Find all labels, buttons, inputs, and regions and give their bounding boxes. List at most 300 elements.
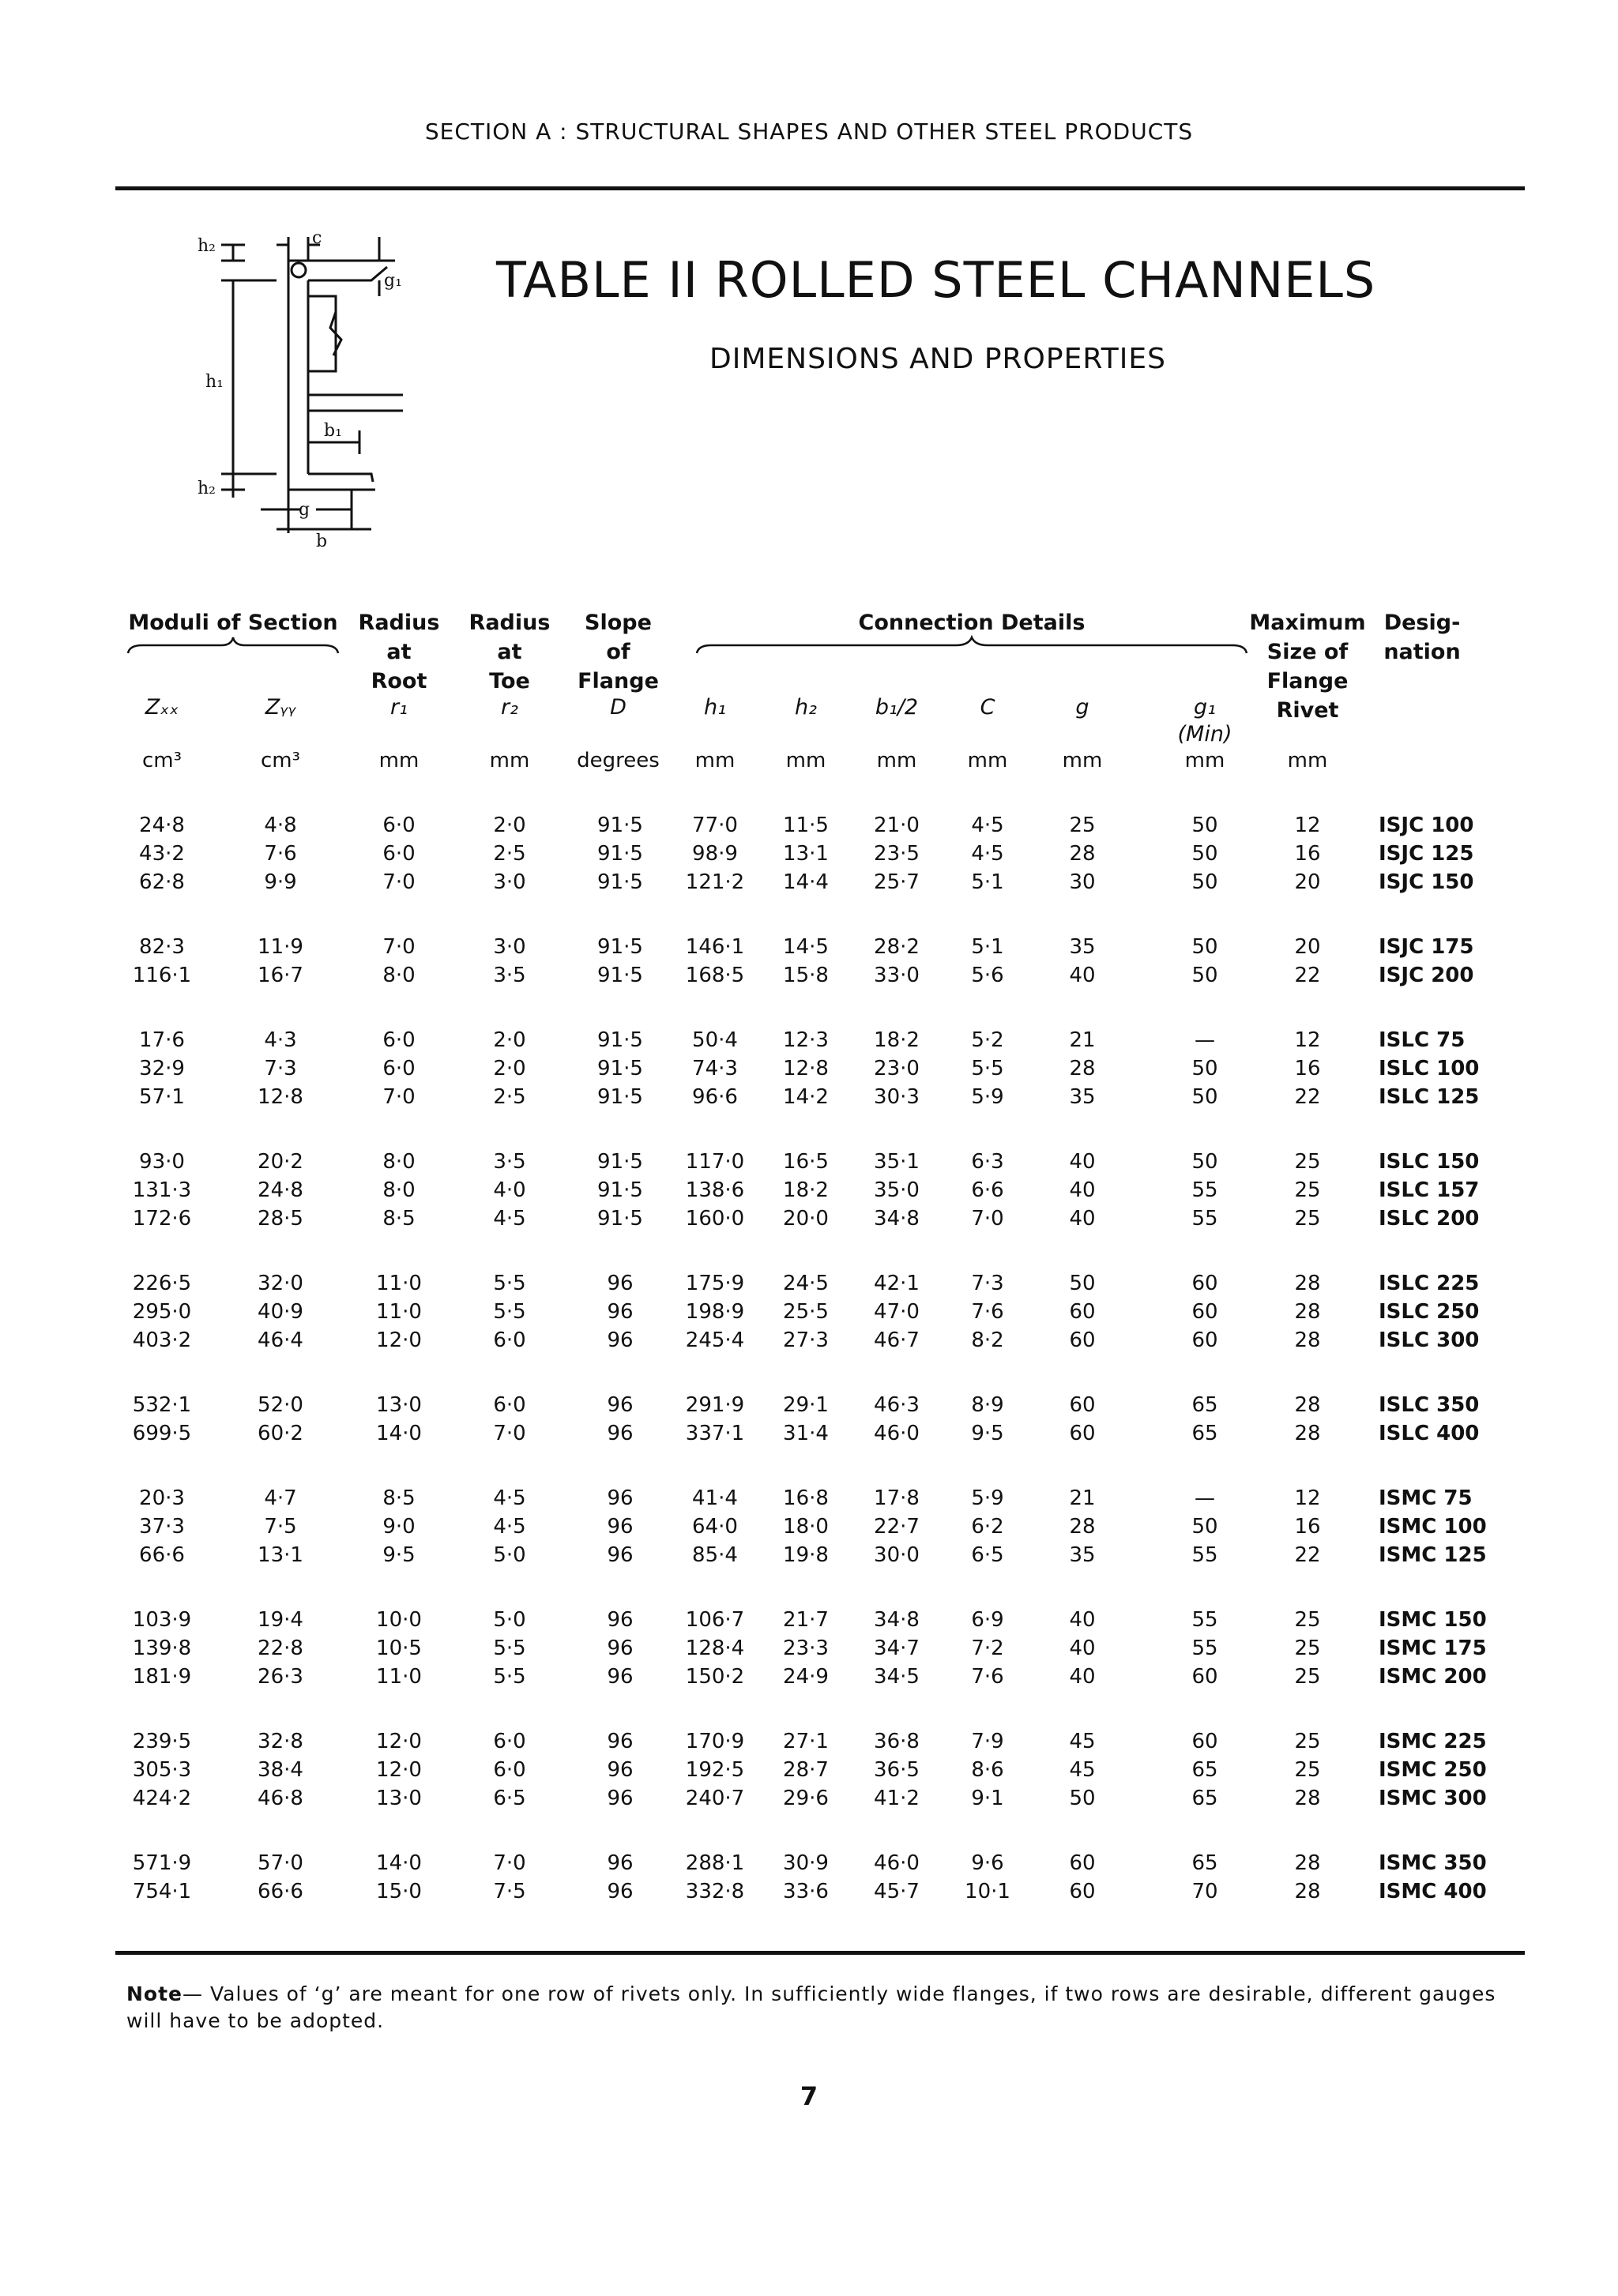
cell-h2: 24·9 — [783, 1665, 829, 1689]
cell-zxx: 116·1 — [132, 964, 192, 987]
cell-r2: 6·5 — [493, 1787, 526, 1810]
cell-c: 9·5 — [971, 1422, 1004, 1445]
cell-g1: 55 — [1191, 1543, 1218, 1567]
cell-h1: 41·4 — [692, 1486, 738, 1510]
cell-r1: 8·0 — [382, 1150, 416, 1174]
cell-r2: 4·0 — [493, 1178, 526, 1202]
cell-rivet: 28 — [1294, 1851, 1321, 1875]
cell-designation: ISMC 175 — [1379, 1637, 1487, 1660]
cell-h1: 288·1 — [685, 1851, 745, 1875]
cell-c: 8·6 — [971, 1758, 1004, 1782]
cell-slope: 96 — [607, 1393, 634, 1417]
cell-c: 7·2 — [971, 1637, 1004, 1660]
cell-zyy: 28·5 — [258, 1207, 303, 1231]
cell-r2: 6·0 — [493, 1393, 526, 1417]
cell-slope: 91·5 — [597, 1028, 643, 1052]
note-lead: Note — [126, 1982, 183, 2005]
cell-h2: 16·5 — [783, 1150, 829, 1174]
cell-r2: 3·5 — [493, 1150, 526, 1174]
cell-g: 21 — [1069, 1028, 1096, 1052]
cell-zxx: 172·6 — [132, 1207, 192, 1231]
cell-g1: 65 — [1191, 1422, 1218, 1445]
cell-g: 28 — [1069, 842, 1096, 866]
cell-r2: 6·0 — [493, 1730, 526, 1753]
cell-r1: 14·0 — [376, 1422, 422, 1445]
cell-slope: 96 — [607, 1543, 634, 1567]
cell-h1: 198·9 — [685, 1300, 745, 1324]
table-row — [0, 1880, 1618, 1908]
cell-b1-half: 45·7 — [874, 1880, 920, 1903]
cell-r2: 7·0 — [493, 1422, 526, 1445]
cell-r1: 8·0 — [382, 1178, 416, 1202]
cell-r1: 13·0 — [376, 1393, 422, 1417]
cell-designation: ISMC 75 — [1379, 1486, 1473, 1510]
header-max-rivet: Maximum Size of Flange Rivet — [1249, 611, 1366, 723]
cell-r1: 9·0 — [382, 1515, 416, 1539]
cell-slope: 96 — [607, 1637, 634, 1660]
cell-r2: 4·5 — [493, 1515, 526, 1539]
note-text: — Values of ‘g’ are meant for one row of rivets only. In sufficiently wide flanges, if two rows are desirable, different gauges will have to be adopted. — [126, 1982, 1496, 2032]
cell-rivet: 25 — [1294, 1150, 1321, 1174]
cell-b1-half: 21·0 — [874, 814, 920, 837]
cell-c: 5·1 — [971, 870, 1004, 894]
cell-zxx: 24·8 — [139, 814, 185, 837]
cell-h2: 33·6 — [783, 1880, 829, 1903]
cell-b1-half: 30·0 — [874, 1543, 920, 1567]
cell-b1-half: 46·3 — [874, 1393, 920, 1417]
cell-h1: 121·2 — [685, 870, 745, 894]
cell-c: 4·5 — [971, 814, 1004, 837]
cell-c: 7·0 — [971, 1207, 1004, 1231]
cell-h1: 77·0 — [692, 814, 738, 837]
cell-designation: ISLC 400 — [1379, 1422, 1480, 1445]
cell-slope: 96 — [607, 1665, 634, 1689]
cell-rivet: 16 — [1294, 842, 1321, 866]
cell-rivet: 25 — [1294, 1665, 1321, 1689]
unit-zxx: cm³ — [141, 749, 182, 772]
symbol-b1-half: b₁/2 — [875, 695, 919, 720]
cell-zxx: 295·0 — [132, 1300, 192, 1324]
cell-b1-half: 18·2 — [874, 1028, 920, 1052]
cell-r2: 3·5 — [493, 964, 526, 987]
cell-zyy: 24·8 — [258, 1178, 303, 1202]
header-designation: Desig- nation — [1383, 611, 1461, 664]
unit-zyy: cm³ — [260, 749, 301, 772]
cell-rivet: 22 — [1294, 964, 1321, 987]
cell-slope: 91·5 — [597, 1057, 643, 1080]
cell-r1: 6·0 — [382, 842, 416, 866]
cell-b1-half: 34·7 — [874, 1637, 920, 1660]
cell-g: 21 — [1069, 1486, 1096, 1510]
cell-b1-half: 30·3 — [874, 1085, 920, 1109]
cell-h2: 14·2 — [783, 1085, 829, 1109]
cell-designation: ISMC 250 — [1379, 1758, 1487, 1782]
cell-slope: 96 — [607, 1787, 634, 1810]
table-row — [0, 1422, 1618, 1450]
cell-designation: ISLC 157 — [1379, 1178, 1480, 1202]
cell-b1-half: 47·0 — [874, 1300, 920, 1324]
table-title: TABLE II ROLLED STEEL CHANNELS — [496, 251, 1376, 309]
cell-zxx: 532·1 — [132, 1393, 192, 1417]
cell-designation: ISLC 250 — [1379, 1300, 1480, 1324]
cell-zxx: 571·9 — [132, 1851, 192, 1875]
cell-zyy: 7·6 — [264, 842, 297, 866]
cell-zxx: 93·0 — [139, 1150, 185, 1174]
cell-h2: 27·3 — [783, 1328, 829, 1352]
cell-r1: 14·0 — [376, 1851, 422, 1875]
cell-c: 5·9 — [971, 1085, 1004, 1109]
cell-g1: 60 — [1191, 1300, 1218, 1324]
cell-b1-half: 46·7 — [874, 1328, 920, 1352]
cell-h1: 150·2 — [685, 1665, 745, 1689]
cell-h2: 12·3 — [783, 1028, 829, 1052]
cell-slope: 96 — [607, 1486, 634, 1510]
cell-zyy: 52·0 — [258, 1393, 303, 1417]
unit-b1-half: mm — [876, 749, 917, 772]
symbol-d: D — [610, 695, 627, 720]
table-row — [0, 1730, 1618, 1758]
label-g: g — [299, 500, 310, 520]
cell-r1: 6·0 — [382, 1057, 416, 1080]
cell-g: 60 — [1069, 1393, 1096, 1417]
cell-zyy: 4·8 — [264, 814, 297, 837]
cell-b1-half: 34·5 — [874, 1665, 920, 1689]
cell-zxx: 424·2 — [132, 1787, 192, 1810]
table-row — [0, 1787, 1618, 1815]
cell-designation: ISMC 150 — [1379, 1608, 1487, 1632]
cell-zxx: 57·1 — [139, 1085, 185, 1109]
cell-rivet: 22 — [1294, 1543, 1321, 1567]
cell-g: 40 — [1069, 1637, 1096, 1660]
cell-zyy: 46·8 — [258, 1787, 303, 1810]
cell-h1: 138·6 — [685, 1178, 745, 1202]
cell-rivet: 12 — [1294, 1486, 1321, 1510]
cell-g1: — — [1195, 1028, 1215, 1052]
cell-zyy: 4·7 — [264, 1486, 297, 1510]
cell-b1-half: 23·0 — [874, 1057, 920, 1080]
cell-zxx: 103·9 — [132, 1608, 192, 1632]
cell-designation: ISJC 150 — [1379, 870, 1474, 894]
cell-h1: 168·5 — [685, 964, 745, 987]
cell-r2: 5·0 — [493, 1543, 526, 1567]
symbol-g1-min: (Min) — [1177, 722, 1232, 746]
cell-slope: 91·5 — [597, 1150, 643, 1174]
unit-d: degrees — [577, 749, 660, 772]
cell-c: 7·3 — [971, 1272, 1004, 1295]
cell-zyy: 4·3 — [264, 1028, 297, 1052]
cell-r2: 3·0 — [493, 935, 526, 959]
cell-slope: 91·5 — [597, 964, 643, 987]
cell-g: 25 — [1069, 814, 1096, 837]
cell-c: 6·9 — [971, 1608, 1004, 1632]
cell-slope: 96 — [607, 1300, 634, 1324]
cell-h1: 337·1 — [685, 1422, 745, 1445]
cell-b1-half: 46·0 — [874, 1851, 920, 1875]
top-rule — [115, 186, 1525, 190]
table-row — [0, 1543, 1618, 1572]
channel-section-diagram — [198, 229, 403, 561]
cell-g: 28 — [1069, 1057, 1096, 1080]
cell-g1: 65 — [1191, 1758, 1218, 1782]
cell-g1: 60 — [1191, 1665, 1218, 1689]
cell-designation: ISMC 225 — [1379, 1730, 1487, 1753]
cell-g1: 65 — [1191, 1851, 1218, 1875]
cell-rivet: 28 — [1294, 1328, 1321, 1352]
cell-r1: 11·0 — [376, 1300, 422, 1324]
unit-rivet: mm — [1287, 749, 1328, 772]
cell-h1: 192·5 — [685, 1758, 745, 1782]
cell-zyy: 57·0 — [258, 1851, 303, 1875]
table-row — [0, 1028, 1618, 1057]
cell-slope: 96 — [607, 1758, 634, 1782]
cell-h2: 29·1 — [783, 1393, 829, 1417]
cell-g1: 55 — [1191, 1608, 1218, 1632]
cell-b1-half: 22·7 — [874, 1515, 920, 1539]
cell-b1-half: 36·8 — [874, 1730, 920, 1753]
cell-g1: 60 — [1191, 1730, 1218, 1753]
cell-b1-half: 17·8 — [874, 1486, 920, 1510]
cell-b1-half: 34·8 — [874, 1608, 920, 1632]
cell-zxx: 43·2 — [139, 842, 185, 866]
cell-h2: 11·5 — [783, 814, 829, 837]
cell-r1: 10·0 — [376, 1608, 422, 1632]
cell-designation: ISLC 225 — [1379, 1272, 1480, 1295]
cell-g: 40 — [1069, 1608, 1096, 1632]
label-h1: h₁ — [205, 372, 224, 392]
cell-g1: 50 — [1191, 1150, 1218, 1174]
cell-designation: ISMC 200 — [1379, 1665, 1487, 1689]
cell-zxx: 181·9 — [132, 1665, 192, 1689]
cell-g: 45 — [1069, 1758, 1096, 1782]
cell-zyy: 11·9 — [258, 935, 303, 959]
cell-rivet: 28 — [1294, 1787, 1321, 1810]
table-row — [0, 1328, 1618, 1357]
cell-g: 50 — [1069, 1787, 1096, 1810]
cell-r1: 6·0 — [382, 814, 416, 837]
cell-h2: 14·5 — [783, 935, 829, 959]
table-row — [0, 842, 1618, 870]
cell-h2: 19·8 — [783, 1543, 829, 1567]
cell-b1-half: 46·0 — [874, 1422, 920, 1445]
cell-c: 5·2 — [971, 1028, 1004, 1052]
cell-rivet: 20 — [1294, 935, 1321, 959]
label-c: c — [312, 229, 322, 248]
unit-r2: mm — [489, 749, 530, 772]
cell-g1: 60 — [1191, 1328, 1218, 1352]
cell-g: 60 — [1069, 1422, 1096, 1445]
symbol-g1: g₁ — [1194, 695, 1216, 720]
cell-slope: 91·5 — [597, 1085, 643, 1109]
cell-b1-half: 33·0 — [874, 964, 920, 987]
cell-g1: 55 — [1191, 1207, 1218, 1231]
cell-zxx: 20·3 — [139, 1486, 185, 1510]
cell-zxx: 403·2 — [132, 1328, 192, 1352]
cell-zyy: 46·4 — [258, 1328, 303, 1352]
cell-g1: 70 — [1191, 1880, 1218, 1903]
cell-designation: ISLC 75 — [1379, 1028, 1466, 1052]
cell-designation: ISJC 125 — [1379, 842, 1474, 866]
cell-zyy: 32·8 — [258, 1730, 303, 1753]
cell-g: 60 — [1069, 1328, 1096, 1352]
cell-slope: 96 — [607, 1515, 634, 1539]
table-row — [0, 1486, 1618, 1515]
cell-h1: 175·9 — [685, 1272, 745, 1295]
cell-designation: ISLC 125 — [1379, 1085, 1480, 1109]
cell-zyy: 20·2 — [258, 1150, 303, 1174]
cell-b1-half: 41·2 — [874, 1787, 920, 1810]
cell-designation: ISLC 200 — [1379, 1207, 1480, 1231]
cell-h2: 18·2 — [783, 1178, 829, 1202]
cell-rivet: 28 — [1294, 1393, 1321, 1417]
cell-c: 5·9 — [971, 1486, 1004, 1510]
cell-h2: 30·9 — [783, 1851, 829, 1875]
cell-r2: 7·0 — [493, 1851, 526, 1875]
bottom-flange — [288, 474, 375, 490]
cell-designation: ISMC 125 — [1379, 1543, 1487, 1567]
cell-r1: 13·0 — [376, 1787, 422, 1810]
cell-b1-half: 25·7 — [874, 870, 920, 894]
cell-rivet: 16 — [1294, 1515, 1321, 1539]
cell-h1: 240·7 — [685, 1787, 745, 1810]
cell-c: 6·6 — [971, 1178, 1004, 1202]
symbol-r2: r₂ — [501, 695, 518, 720]
cell-slope: 91·5 — [597, 842, 643, 866]
table-row — [0, 935, 1618, 964]
symbol-r1: r₁ — [390, 695, 408, 720]
symbol-zxx: Zₓₓ — [145, 695, 179, 720]
cell-h2: 14·4 — [783, 870, 829, 894]
cell-rivet: 28 — [1294, 1300, 1321, 1324]
header-radius-root: Radius at Root — [358, 611, 440, 693]
table-row — [0, 1515, 1618, 1543]
cell-c: 5·1 — [971, 935, 1004, 959]
cell-r2: 2·0 — [493, 1028, 526, 1052]
cell-r2: 6·0 — [493, 1758, 526, 1782]
cell-slope: 91·5 — [597, 1207, 643, 1231]
cell-h1: 332·8 — [685, 1880, 745, 1903]
cell-r2: 2·5 — [493, 842, 526, 866]
symbol-g: g — [1075, 695, 1089, 720]
cell-r2: 4·5 — [493, 1486, 526, 1510]
page-number: 7 — [800, 2081, 818, 2111]
cell-c: 9·1 — [971, 1787, 1004, 1810]
cell-h1: 160·0 — [685, 1207, 745, 1231]
cell-r1: 10·5 — [376, 1637, 422, 1660]
cell-g1: 50 — [1191, 870, 1218, 894]
cell-r1: 8·5 — [382, 1207, 416, 1231]
cell-h1: 146·1 — [685, 935, 745, 959]
cell-designation: ISMC 350 — [1379, 1851, 1487, 1875]
cell-slope: 91·5 — [597, 1178, 643, 1202]
cell-zxx: 62·8 — [139, 870, 185, 894]
symbol-c: C — [980, 695, 995, 720]
cell-c: 5·5 — [971, 1057, 1004, 1080]
cell-h1: 98·9 — [692, 842, 738, 866]
cell-h2: 21·7 — [783, 1608, 829, 1632]
cell-r1: 12·0 — [376, 1730, 422, 1753]
cell-g1: 50 — [1191, 1085, 1218, 1109]
cell-r2: 7·5 — [493, 1880, 526, 1903]
cell-r1: 8·5 — [382, 1486, 416, 1510]
cell-g: 40 — [1069, 1207, 1096, 1231]
cell-rivet: 25 — [1294, 1207, 1321, 1231]
cell-h2: 29·6 — [783, 1787, 829, 1810]
cell-zxx: 139·8 — [132, 1637, 192, 1660]
cell-g1: 55 — [1191, 1637, 1218, 1660]
cell-rivet: 28 — [1294, 1272, 1321, 1295]
label-g1: g₁ — [384, 271, 402, 291]
cell-h2: 24·5 — [783, 1272, 829, 1295]
cell-b1-half: 42·1 — [874, 1272, 920, 1295]
cell-rivet: 12 — [1294, 1028, 1321, 1052]
unit-g1: mm — [1184, 749, 1225, 772]
rivet-line — [308, 296, 336, 371]
cell-r2: 2·0 — [493, 1057, 526, 1080]
cell-zxx: 239·5 — [132, 1730, 192, 1753]
cell-zyy: 40·9 — [258, 1300, 303, 1324]
cell-r1: 7·0 — [382, 870, 416, 894]
cell-b1-half: 35·0 — [874, 1178, 920, 1202]
cell-designation: ISLC 300 — [1379, 1328, 1480, 1352]
cell-designation: ISJC 175 — [1379, 935, 1474, 959]
cell-rivet: 25 — [1294, 1637, 1321, 1660]
header-slope: Slope of Flange — [578, 611, 659, 693]
cell-zxx: 17·6 — [139, 1028, 185, 1052]
cell-designation: ISLC 150 — [1379, 1150, 1480, 1174]
cell-g: 40 — [1069, 964, 1096, 987]
cell-r2: 5·5 — [493, 1637, 526, 1660]
cell-zxx: 699·5 — [132, 1422, 192, 1445]
cell-g: 35 — [1069, 1543, 1096, 1567]
table-row — [0, 1207, 1618, 1235]
cell-designation: ISMC 300 — [1379, 1787, 1487, 1810]
cell-c: 8·2 — [971, 1328, 1004, 1352]
cell-zyy: 12·8 — [258, 1085, 303, 1109]
cell-zyy: 26·3 — [258, 1665, 303, 1689]
cell-zyy: 60·2 — [258, 1422, 303, 1445]
cell-r1: 12·0 — [376, 1328, 422, 1352]
cell-zyy: 16·7 — [258, 964, 303, 987]
label-h2-bottom: h₂ — [198, 479, 216, 498]
cell-zyy: 7·3 — [264, 1057, 297, 1080]
cell-g: 35 — [1069, 1085, 1096, 1109]
cell-g1: 50 — [1191, 935, 1218, 959]
cell-zxx: 32·9 — [139, 1057, 185, 1080]
cell-g: 60 — [1069, 1851, 1096, 1875]
cell-zxx: 305·3 — [132, 1758, 192, 1782]
cell-h2: 25·5 — [783, 1300, 829, 1324]
cell-c: 6·5 — [971, 1543, 1004, 1567]
cell-c: 10·1 — [965, 1880, 1010, 1903]
cell-c: 5·6 — [971, 964, 1004, 987]
label-b1: b₁ — [324, 421, 342, 441]
cell-g1: — — [1195, 1486, 1215, 1510]
cell-g: 40 — [1069, 1665, 1096, 1689]
table-row — [0, 1300, 1618, 1328]
cell-rivet: 25 — [1294, 1730, 1321, 1753]
cell-h1: 170·9 — [685, 1730, 745, 1753]
table-row — [0, 1665, 1618, 1693]
unit-h1: mm — [694, 749, 736, 772]
cell-rivet: 12 — [1294, 814, 1321, 837]
cell-h1: 64·0 — [692, 1515, 738, 1539]
cell-r1: 7·0 — [382, 1085, 416, 1109]
cell-zyy: 66·6 — [258, 1880, 303, 1903]
symbol-h1: h₁ — [704, 695, 726, 720]
cell-c: 4·5 — [971, 842, 1004, 866]
cell-rivet: 16 — [1294, 1057, 1321, 1080]
cell-b1-half: 23·5 — [874, 842, 920, 866]
